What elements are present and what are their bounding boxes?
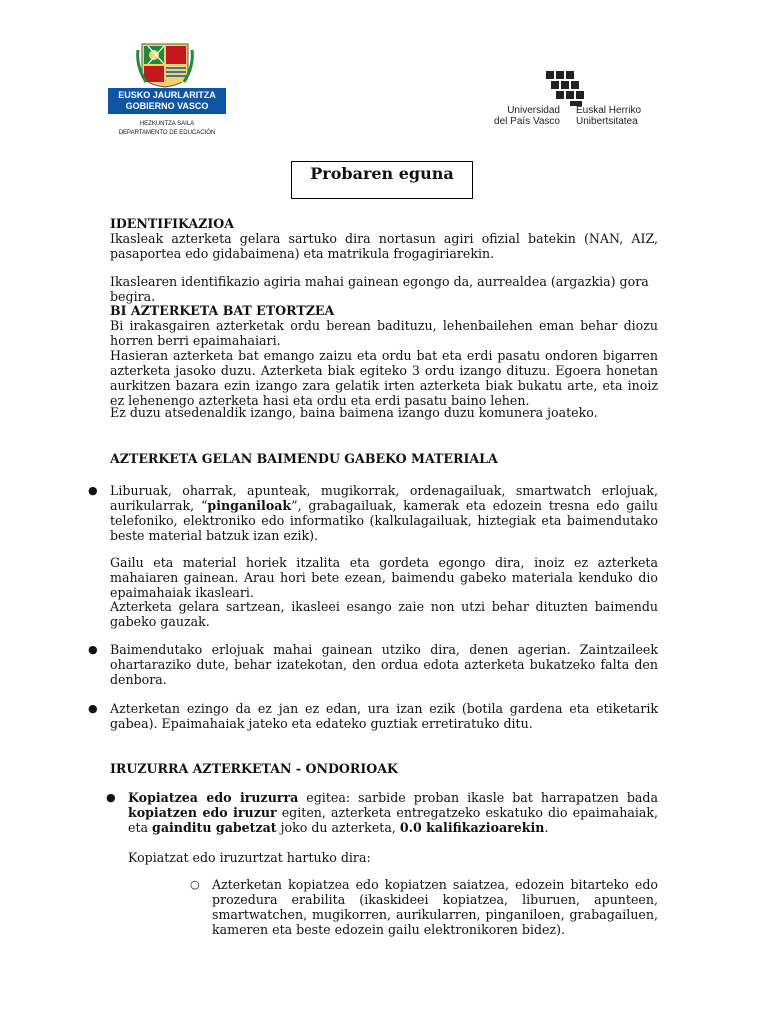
iruzurra-bullet-1	[128, 790, 658, 835]
iruzurra-text-3: joko du azterketa,	[276, 820, 400, 835]
gobierno-vasco-logo	[108, 42, 226, 138]
upv-ehu-logo	[490, 55, 650, 127]
bi-azterketa-paragraph-3: Ez duzu atsedenaldik izango, baina baimena izango duzu komunera joateko.	[110, 405, 598, 420]
gv-name-eu: EUSKO JAURLARITZA	[118, 90, 216, 100]
iruzurra-strong-3: gainditu gabetzat	[152, 820, 277, 835]
identifikazioa-paragraph-2: Ikaslearen identifikazio agiria mahai gainean egongo da, aurrealdea (argazkia) gora begira.	[110, 274, 649, 304]
iruzurra-strong-4: 0.0 kalifikazioarekin	[399, 820, 545, 835]
upv-name-eu-line1: Euskal Herriko	[576, 105, 642, 116]
upv-name-es-line2: del País Vasco	[494, 116, 560, 127]
materiala-heading: AZTERKETA GELAN BAIMENDU GABEKO MATERIALA	[110, 451, 498, 466]
bullet-icon: ●	[88, 702, 98, 715]
bi-azterketa-heading: BI AZTERKETA BAT ETORTZEA	[110, 303, 335, 318]
iruzurra-paragraph-2: Kopiatzat edo iruzurtzat hartuko dira:	[128, 850, 371, 865]
materiala-bullet-1	[110, 483, 658, 543]
materiala-bullet-1-pre: Liburuak, oharrak, apunteak, mugikorrak, ordenagailuak, smartwatch erlojuak, aurikularrak, “	[110, 483, 658, 513]
iruzurra-text-1: egitea: sarbide proban ikasle bat harrapatzen bada	[298, 790, 658, 805]
bullet-icon: ●	[88, 484, 98, 497]
iruzurra-text-2: egiten, azterketa entregatzeko eskatuko dio epaimahaiak, eta	[128, 805, 658, 835]
iruzurra-heading: IRUZURRA AZTERKETAN - ONDORIOAK	[110, 761, 398, 776]
iruzurra-strong-2: kopiatzen edo iruzur	[128, 805, 277, 820]
bi-azterketa-paragraph-2: Hasieran azterketa bat emango zaizu eta ordu bat eta erdi pasatu ondoren bigarren azterketa jasoko duzu. Azterketa biak egiteko 3 ordu izango dituzu. Egoera honetan aurkitzen bazara ezin izango zara gelatik irten azterketa biak bukatu arte, eta inoiz ez lehenengo azterketa hasi eta ordu eta erdi pasatu baino lehen.	[110, 348, 658, 408]
materiala-bullet-3: Azterketan ezingo da ez jan ez edan, ura izan ezik (botila gardena eta etiketarik gabea). Epaimahaiak jateko eta edateko guztiak erretiratuko ditu.	[110, 701, 658, 731]
bullet-icon: ●	[88, 643, 98, 656]
materiala-bullet-1-post: ”, grabagailuak, kamerak eta edozein tresna edo gailu telefoniko, elektroniko edo informatiko (kalkulagailuak, hiztegiak eta baimendutako beste material batzuk izan ezik).	[110, 498, 658, 543]
iruzurra-sub-item-1: Azterketan kopiatzea edo kopiatzen saiatzea, edozein bitarteko edo prozedura erabilita (ikaskideei kopiatzea, liburuen, apunteen, smartwatchen, mugikorren, aurikularren, pinganiloen, grabagailuen, kameren eta beste edozein gailu elektronikoren bidez).	[212, 877, 658, 937]
iruzurra-text-4: .	[544, 820, 549, 835]
page-title: Probaren eguna	[310, 164, 454, 183]
iruzurra-strong-1: Kopiatzea edo iruzurra	[128, 790, 299, 805]
gv-department-eu: HEZKUNTZA SAILA	[139, 121, 195, 127]
circle-bullet-icon: ○	[190, 878, 200, 891]
upv-ehu-emblem-icon	[544, 69, 590, 107]
upv-name-es	[494, 105, 560, 127]
upv-name-eu	[576, 105, 641, 127]
materiala-bullet-1-bold: pinganiloak	[207, 498, 292, 513]
materiala-bullet-1-paragraph-2: Gailu eta material horiek itzalita eta gordeta egongo dira, inoiz ez azterketa mahaiaren gainean. Arau hori bete ezean, baimendu gabeko materiala kenduko dio epaimahaiak ikasleari.	[110, 555, 658, 600]
bi-azterketa-paragraph-1: Bi irakasgairen azterketak ordu berean badituzu, lehenbailehen eman behar diozu horren berri epaimahaiari.	[110, 318, 658, 348]
identifikazioa-paragraph-1: Ikasleak azterketa gelara sartuko dira nortasun agiri ofizial batekin (NAN, AIZ, pasaportea edo gidabaimena) eta matrikula frogagiriarekin.	[110, 231, 658, 261]
upv-name-eu-line2: Unibertsitatea	[576, 116, 638, 127]
gv-name-es: GOBIERNO VASCO	[125, 101, 209, 111]
gv-department-es: DEPARTAMENTO DE EDUCACIÓN	[118, 130, 216, 136]
materiala-bullet-1-paragraph-3: Azterketa gelara sartzean, ikasleei esango zaie non utzi behar dituzten baimendu gabeko gauzak.	[110, 599, 658, 629]
title-box	[291, 161, 473, 199]
gv-department	[108, 120, 226, 138]
identifikazioa-heading: IDENTIFIKAZIOA	[110, 216, 235, 231]
materiala-bullet-2: Baimendutako erlojuak mahai gainean utziko dira, denen agerian. Zaintzaileek ohartaraziko dute, behar izatekotan, den ordua edota azterketa bukatzeko falta den denbora.	[110, 642, 658, 687]
coat-of-arms-icon	[136, 42, 194, 88]
bullet-icon: ●	[106, 791, 116, 804]
gv-banner	[108, 88, 226, 114]
upv-name-es-line1: Universidad	[507, 105, 560, 116]
